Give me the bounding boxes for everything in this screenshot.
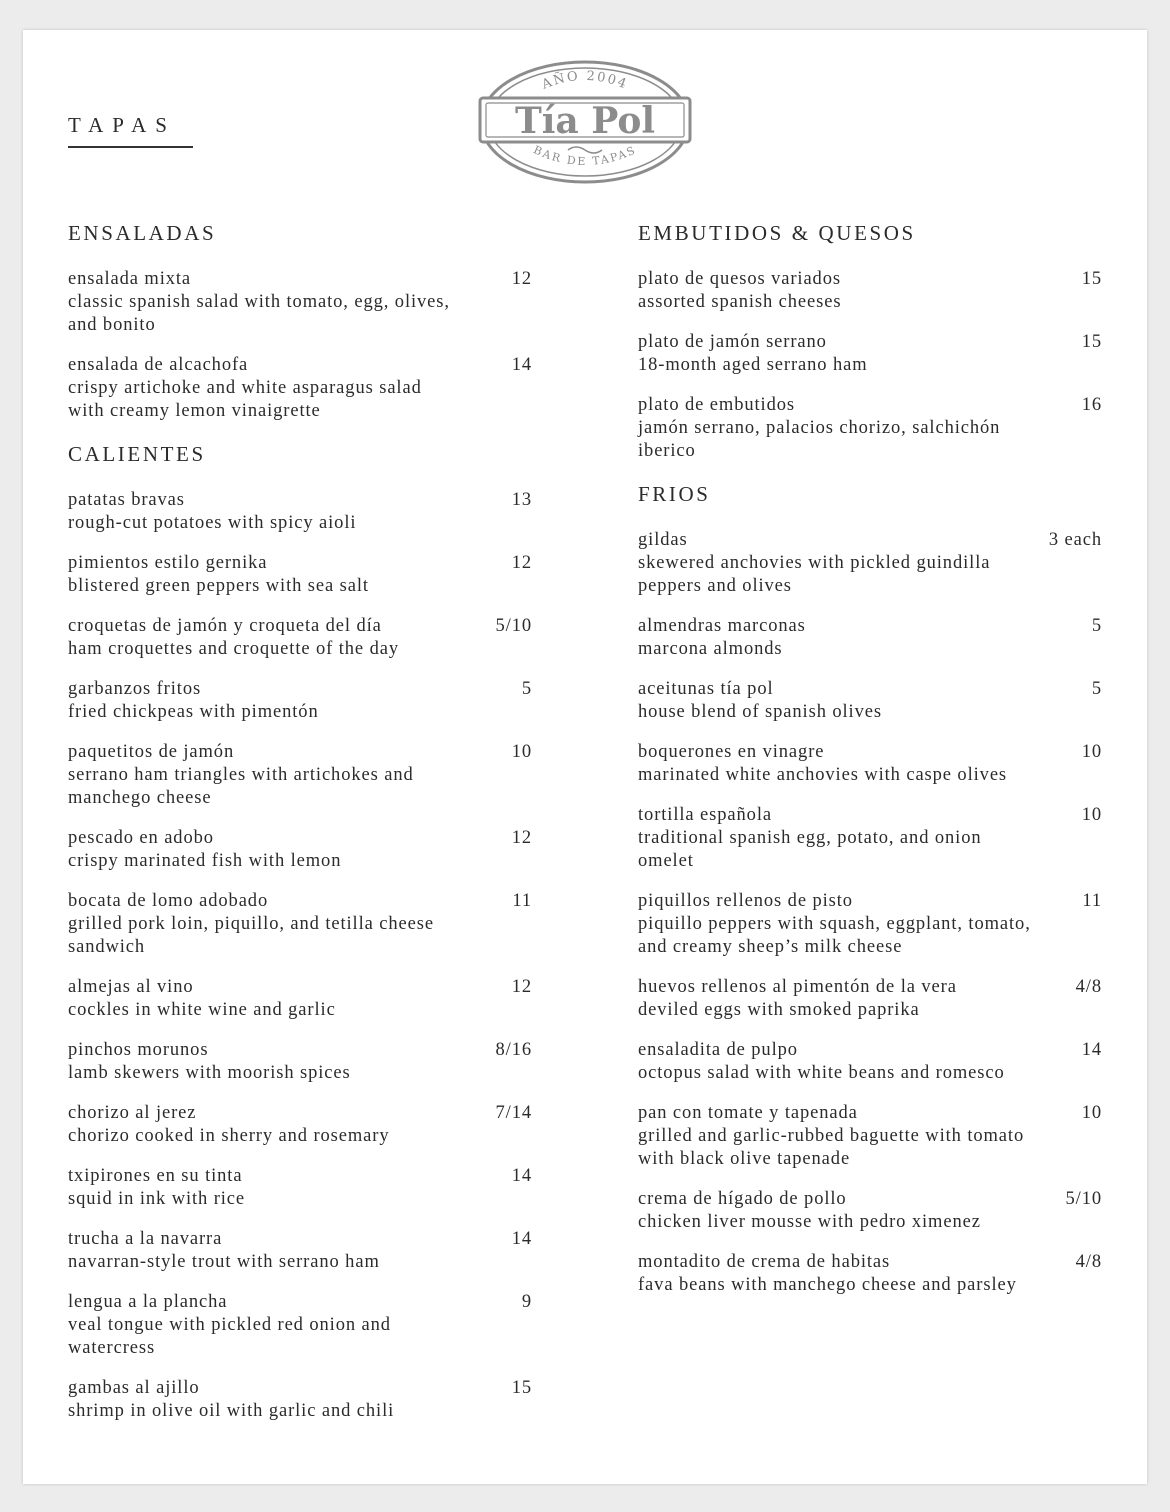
item-price: 14 [511,1166,532,1186]
menu-item [68,890,532,959]
menu-item [68,741,532,810]
item-price: 7/14 [495,1103,532,1123]
item-name: gildas [638,530,688,550]
item-description: fava beans with manchego cheese and parsley [638,1275,1017,1295]
item-name: ensaladita de pulpo [638,1040,798,1060]
item-price: 12 [511,828,532,848]
menu-item [638,331,1102,377]
item-price: 3 each [1048,530,1102,550]
menu-item [638,1188,1102,1234]
item-name: huevos rellenos al pimentón de la vera [638,977,957,997]
menu-item [68,268,532,337]
item-price: 12 [511,977,532,997]
menu-item [68,552,532,598]
item-description: octopus salad with white beans and romesco [638,1063,1005,1083]
item-price: 15 [1081,332,1102,352]
item-name: lengua a la plancha [68,1292,228,1312]
menu-item [638,268,1102,314]
item-price: 10 [1081,742,1102,762]
item-name: patatas bravas [68,490,185,510]
item-price: 5 [1091,616,1102,636]
item-description: 18-month aged serrano ham [638,355,868,375]
menu-item [638,1251,1102,1297]
item-price: 12 [511,269,532,289]
item-price: 10 [1081,1103,1102,1123]
item-name: gambas al ajillo [68,1378,200,1398]
item-name: boquerones en vinagre [638,742,825,762]
menu-item [68,1165,532,1211]
svg-text:BAR DE TAPAS [531,143,638,168]
item-price: 5 [521,679,532,699]
item-price: 5/10 [495,616,532,636]
item-name: piquillos rellenos de pisto [638,891,853,911]
item-price: 8/16 [495,1040,532,1060]
item-name: tortilla española [638,805,772,825]
title-underline [68,146,193,148]
item-description: piquillo peppers with squash, eggplant, tomato, and creamy sheep’s milk cheese [638,914,1031,957]
item-description: house blend of spanish olives [638,702,882,722]
item-price: 4/8 [1075,1252,1102,1272]
menu-item [68,678,532,724]
menu-item [68,827,532,873]
item-name: almejas al vino [68,977,194,997]
item-name: garbanzos fritos [68,679,202,699]
menu-item [68,1102,532,1148]
item-description: veal tongue with pickled red onion and watercress [68,1315,391,1358]
item-price: 10 [511,742,532,762]
menu-item [638,976,1102,1022]
item-description: jamón serrano, palacios chorizo, salchichón iberico [638,418,1001,461]
item-name: txipirones en su tinta [68,1166,243,1186]
item-description: serrano ham triangles with artichokes and manchego cheese [68,765,414,808]
item-description: grilled pork loin, piquillo, and tetilla cheese sandwich [68,914,434,957]
logo-bottom-text: BAR DE TAPAS [531,143,639,169]
menu-item [68,354,532,423]
item-description: lamb skewers with moorish spices [68,1063,351,1083]
menu-item [638,678,1102,724]
item-name: plato de embutidos [638,395,795,415]
item-price: 9 [521,1292,532,1312]
item-description: crispy marinated fish with lemon [68,851,342,871]
item-description: shrimp in olive oil with garlic and chili [68,1401,395,1421]
menu-section [638,220,1102,463]
menu-item [638,615,1102,661]
page-title: TAPAS [68,113,176,137]
item-price: 10 [1081,805,1102,825]
item-price: 15 [1081,269,1102,289]
item-price: 13 [511,490,532,510]
item-name: crema de hígado de pollo [638,1189,847,1209]
menu-item [638,1102,1102,1171]
item-price: 11 [512,891,532,911]
item-description: assorted spanish cheeses [638,292,842,312]
item-description: rough-cut potatoes with spicy aioli [68,513,357,533]
item-name: ensalada de alcachofa [68,355,249,375]
item-description: skewered anchovies with pickled guindilla peppers and olives [638,553,991,596]
item-description: fried chickpeas with pimentón [68,702,319,722]
logo-top-text: AÑO 2004 [539,68,631,93]
item-price: 12 [511,553,532,573]
item-name: montadito de crema de habitas [638,1252,891,1272]
item-name: pinchos morunos [68,1040,209,1060]
item-description: traditional spanish egg, potato, and onion omelet [638,828,982,871]
item-name: bocata de lomo adobado [68,891,269,911]
item-name: aceitunas tía pol [638,679,774,699]
item-name: pimientos estilo gernika [68,553,268,573]
item-price: 14 [511,355,532,375]
item-price: 14 [1081,1040,1102,1060]
menu-item [68,1039,532,1085]
item-price: 5 [1091,679,1102,699]
item-description: blistered green peppers with sea salt [68,576,369,596]
item-name: plato de quesos variados [638,269,841,289]
item-description: crispy artichoke and white asparagus salad with creamy lemon vinaigrette [68,378,422,421]
item-description: classic spanish salad with tomato, egg, olives, and bonito [68,292,450,335]
item-price: 14 [511,1229,532,1249]
menu-item [638,529,1102,598]
menu-item [638,890,1102,959]
menu-section [68,220,532,423]
menu-section [68,441,532,1423]
item-name: chorizo al jerez [68,1103,197,1123]
item-name: paquetitos de jamón [68,742,235,762]
menu-item [68,489,532,535]
menu-item [68,1228,532,1274]
section-title: EMBUTIDOS & QUESOS [638,221,916,245]
menu-item [68,615,532,661]
right-column [638,220,1102,1314]
item-description: marcona almonds [638,639,783,659]
item-description: chicken liver mousse with pedro ximenez [638,1212,981,1232]
item-name: trucha a la navarra [68,1229,223,1249]
item-description: deviled eggs with smoked paprika [638,1000,920,1020]
item-description: ham croquettes and croquette of the day [68,639,399,659]
tia-pol-logo [476,58,694,186]
menu-section [638,481,1102,1297]
item-price: 4/8 [1075,977,1102,997]
menu-item [638,1039,1102,1085]
item-description: squid in ink with rice [68,1189,246,1209]
svg-text:AÑO 2004 [539,69,630,93]
item-name: pescado en adobo [68,828,214,848]
menu-item [68,976,532,1022]
logo-name: Tía Pol [514,100,656,142]
item-name: pan con tomate y tapenada [638,1103,858,1123]
left-column [68,220,532,1440]
item-name: croquetas de jamón y croqueta del día [68,616,382,636]
item-description: cockles in white wine and garlic [68,1000,336,1020]
menu-item [638,804,1102,873]
menu-item [638,741,1102,787]
section-title: CALIENTES [68,442,206,466]
item-description: grilled and garlic-rubbed baguette with tomato with black olive tapenade [638,1126,1025,1169]
section-title: FRIOS [638,482,711,506]
item-price: 15 [511,1378,532,1398]
menu-item [68,1377,532,1423]
item-price: 5/10 [1065,1189,1102,1209]
item-description: chorizo cooked in sherry and rosemary [68,1126,390,1146]
item-name: almendras marconas [638,616,806,636]
section-title: ENSALADAS [68,221,217,245]
item-price: 11 [1082,891,1102,911]
item-name: plato de jamón serrano [638,332,827,352]
item-name: ensalada mixta [68,269,192,289]
menu-item [68,1291,532,1360]
item-description: marinated white anchovies with caspe olives [638,765,1008,785]
menu-item [638,394,1102,463]
item-description: navarran-style trout with serrano ham [68,1252,380,1272]
item-price: 16 [1081,395,1102,415]
